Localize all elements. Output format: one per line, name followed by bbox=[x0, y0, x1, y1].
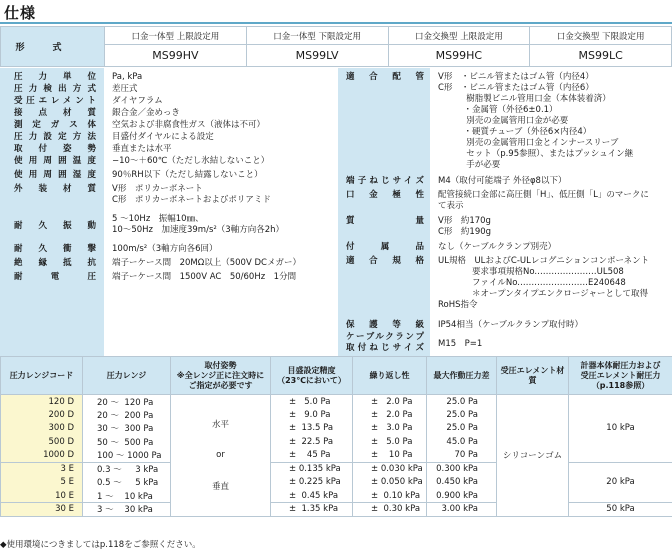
spec-label: 取付姿勢 bbox=[0, 144, 104, 156]
column-header: 繰り返し性 bbox=[353, 357, 427, 395]
piping-line: 手が必要 bbox=[438, 160, 501, 170]
pressure-range: 0.3 ～ 3 kPa bbox=[83, 462, 171, 476]
column-header: 取付姿勢 ※全レンジ正に注文時に ご指定が必要です bbox=[171, 357, 271, 395]
repeatability: ± 5.0 Pa bbox=[353, 435, 427, 449]
repeatability: ± 10 Pa bbox=[353, 449, 427, 463]
setting-accuracy: ± 1.35 kPa bbox=[271, 503, 353, 517]
max-differential: 0.450 kPa bbox=[427, 476, 497, 490]
spec-value: C形 ポリカーボネートおよびポリアミド bbox=[112, 195, 271, 205]
model-cell: MS99HC bbox=[388, 45, 530, 67]
table-row bbox=[1, 462, 672, 476]
mounting-posture: 水平 or 垂直 bbox=[171, 395, 271, 517]
spec-value: 銀合金／金めっき bbox=[112, 108, 180, 118]
max-differential: 0.900 kPa bbox=[427, 489, 497, 503]
spec-label: 測定ガス体 bbox=[0, 120, 104, 132]
spec-label: 使用周囲温度 bbox=[0, 156, 104, 168]
pressure-range: 20 ～ 200 Pa bbox=[83, 408, 171, 422]
range-code: 30 E bbox=[1, 503, 83, 517]
range-code: 1000 D bbox=[1, 449, 83, 463]
standard-line: ファイルNo.……………………E240648 bbox=[438, 278, 626, 288]
spec-row bbox=[0, 72, 672, 174]
spec-label: 圧力設定方法 bbox=[0, 132, 104, 144]
spec-label: 使用周囲湿度 bbox=[0, 170, 104, 182]
table-row bbox=[1, 395, 672, 409]
spec-row bbox=[0, 216, 672, 238]
spec-value: 空気および非腐食性ガス（液体は不可） bbox=[112, 120, 266, 130]
spec-label: 絶縁抵抗 bbox=[0, 258, 104, 270]
spec-value: M4（取付可能端子 外径φ8以下） bbox=[438, 176, 567, 186]
piping-line: 別売の金属管用口金が必要 bbox=[438, 116, 569, 126]
spec-value: ダイヤフラム bbox=[112, 96, 163, 106]
spec-value: 垂直または水平 bbox=[112, 144, 172, 154]
repeatability: ± 0.050 kPa bbox=[353, 476, 427, 490]
max-differential: 0.300 kPa bbox=[427, 462, 497, 476]
model-cell: MS99LV bbox=[246, 45, 388, 67]
spec-row bbox=[0, 242, 672, 254]
spec-value: C形 約190g bbox=[438, 227, 492, 237]
piping-line: ・硬質チューブ（外径6×内径4） bbox=[438, 127, 592, 137]
spec-value: 90％RH以下（ただし結露しないこと） bbox=[112, 170, 263, 180]
page-title: 仕様 bbox=[4, 4, 37, 22]
repeatability: ± 2.0 Pa bbox=[353, 395, 427, 409]
withstand-pressure: 10 kPa bbox=[569, 395, 672, 463]
pressure-range: 50 ～ 500 Pa bbox=[83, 435, 171, 449]
spec-label: 端子ねじサイズ bbox=[338, 176, 430, 188]
title-underline bbox=[0, 22, 672, 24]
column-header: 圧力レンジ bbox=[83, 357, 171, 395]
spec-label: 圧力単位 bbox=[0, 72, 104, 84]
spec-label: 耐久衝撃 bbox=[0, 244, 104, 256]
model-cell: MS99LC bbox=[530, 45, 672, 67]
range-code: 300 D bbox=[1, 422, 83, 436]
spec-value: 100m/s²（3軸方向各6回） bbox=[112, 244, 218, 254]
format-label: 形式 bbox=[1, 27, 105, 67]
piping-line: V形 ・ビニル管またはゴム管（内径4） bbox=[438, 72, 594, 82]
setting-accuracy: ± 5.0 Pa bbox=[271, 395, 353, 409]
standard-line: ＊オープンタイプエンクロージャーとして取得 bbox=[438, 289, 649, 299]
piping-line: 別売の金属管用口金とインナースリーブ bbox=[438, 138, 619, 148]
spec-value: 配管接続口金部に高圧側「H」、低圧側「L」のマークに bbox=[438, 190, 649, 200]
column-header: 圧力レンジコード bbox=[1, 357, 83, 395]
max-differential: 45.0 Pa bbox=[427, 435, 497, 449]
repeatability: ± 2.0 Pa bbox=[353, 408, 427, 422]
setting-accuracy: ± 0.225 kPa bbox=[271, 476, 353, 490]
spec-value: て表示 bbox=[438, 201, 464, 211]
spec-label: 適合配管 bbox=[338, 72, 430, 174]
spec-value: IP54相当（ケーブルクランプ取付時） bbox=[438, 320, 584, 330]
pressure-range: 0.5 ～ 5 kPa bbox=[83, 476, 171, 490]
spec-label: 外装材質 bbox=[0, 184, 104, 208]
spec-label: 圧力検出方式 bbox=[0, 84, 104, 96]
model-cell: MS99HV bbox=[105, 45, 247, 67]
spec-value: Pa, kPa bbox=[112, 72, 143, 82]
piping-line: ・金属管（外径6±0.1） bbox=[438, 105, 558, 115]
column-header: 目盛設定精度 （23℃において） bbox=[271, 357, 353, 395]
piping-line: 樹脂製ビニル管用口金（本体装着済） bbox=[438, 94, 611, 104]
spec-label: 耐久振動 bbox=[0, 214, 104, 238]
repeatability: ± 0.030 kPa bbox=[353, 462, 427, 476]
range-code: 5 E bbox=[1, 476, 83, 490]
spec-value: V形 ポリカーボネート bbox=[112, 184, 203, 194]
pressure-range: 100 ～ 1000 Pa bbox=[83, 449, 171, 463]
range-code: 500 D bbox=[1, 435, 83, 449]
pressure-range: 3 ～ 30 kPa bbox=[83, 503, 171, 517]
column-header: 計器本体耐圧力および 受圧エレメント耐圧力 （p.118参照） bbox=[569, 357, 672, 395]
spec-label: 適合規格 bbox=[338, 256, 430, 316]
spec-row bbox=[0, 190, 672, 212]
setting-accuracy: ± 0.135 kPa bbox=[271, 462, 353, 476]
range-code: 120 D bbox=[1, 395, 83, 409]
type-cell: 口金交換型 下限設定用 bbox=[530, 27, 672, 45]
spec-value: 差圧式 bbox=[112, 84, 138, 94]
max-differential: 25.0 Pa bbox=[427, 395, 497, 409]
repeatability: ± 3.0 Pa bbox=[353, 422, 427, 436]
max-differential: 3.00 kPa bbox=[427, 503, 497, 517]
spec-value: 10～50Hz 加速度39m/s²（3軸方向各2h） bbox=[112, 225, 284, 235]
spec-label: 耐電圧 bbox=[0, 272, 104, 284]
spec-row bbox=[0, 320, 672, 332]
spec-row bbox=[0, 256, 672, 316]
column-header: 受圧エレメント材質 bbox=[497, 357, 569, 395]
type-cell: 口金交換型 上限設定用 bbox=[388, 27, 530, 45]
spec-value: 5 ～10Hz 振幅10㎜、 bbox=[112, 214, 204, 224]
model-header-table bbox=[0, 26, 672, 67]
spec-label: 取付ねじサイズ bbox=[346, 343, 424, 353]
spec-row bbox=[0, 176, 672, 188]
type-cell: 口金一体型 下限設定用 bbox=[246, 27, 388, 45]
pressure-range: 30 ～ 300 Pa bbox=[83, 422, 171, 436]
repeatability: ± 0.30 kPa bbox=[353, 503, 427, 517]
spec-row bbox=[0, 332, 672, 356]
withstand-pressure: 20 kPa bbox=[569, 462, 672, 503]
standard-line: 要求事項規格No.…………………UL508 bbox=[438, 267, 624, 277]
table-row bbox=[1, 503, 672, 517]
piping-line: C形 ・ビニル管またはゴム管（内径6） bbox=[438, 83, 594, 93]
spec-value: −10～＋60℃（ただし氷結しないこと） bbox=[112, 156, 270, 166]
repeatability: ± 0.10 kPa bbox=[353, 489, 427, 503]
standard-line: UL規格 ULおよびC-ULレコグニションコンポーネント bbox=[438, 256, 650, 266]
withstand-pressure: 50 kPa bbox=[569, 503, 672, 517]
pressure-range: 20 ～ 120 Pa bbox=[83, 395, 171, 409]
max-differential: 70 Pa bbox=[427, 449, 497, 463]
spec-value: 端子ーケース間 1500V AC 50/60Hz 1分間 bbox=[112, 272, 297, 282]
spec-value: V形 約170g bbox=[438, 216, 491, 226]
setting-accuracy: ± 45 Pa bbox=[271, 449, 353, 463]
footnote: ◆使用環境につきましてはp.118をご参照ください。 bbox=[0, 540, 201, 550]
max-differential: 25.0 Pa bbox=[427, 408, 497, 422]
spec-value: なし（ケーブルクランプ別売） bbox=[438, 242, 557, 252]
spec-label: ケーブルクランプ bbox=[346, 332, 424, 342]
setting-accuracy: ± 22.5 Pa bbox=[271, 435, 353, 449]
spec-label: 口金極性 bbox=[338, 190, 430, 212]
spec-label: 接点材質 bbox=[0, 108, 104, 120]
spec-value: 端子ーケース間 20MΩ以上（500V DCメガー） bbox=[112, 258, 301, 268]
max-differential: 25.0 Pa bbox=[427, 422, 497, 436]
range-code: 200 D bbox=[1, 408, 83, 422]
spec-label: 受圧エレメント bbox=[0, 96, 104, 108]
spec-label: 付属品 bbox=[338, 242, 430, 254]
element-material: シリコーンゴム bbox=[497, 395, 569, 517]
setting-accuracy: ± 9.0 Pa bbox=[271, 408, 353, 422]
piping-line: セット（p.95参照）、またはプッシュイン継 bbox=[438, 149, 634, 159]
setting-accuracy: ± 0.45 kPa bbox=[271, 489, 353, 503]
setting-accuracy: ± 13.5 Pa bbox=[271, 422, 353, 436]
spec-section bbox=[0, 68, 672, 356]
spec-label: 保護等級 bbox=[338, 320, 430, 332]
range-code: 10 E bbox=[1, 489, 83, 503]
column-header: 最大作動圧力差 bbox=[427, 357, 497, 395]
range-code: 3 E bbox=[1, 462, 83, 476]
type-cell: 口金一体型 上限設定用 bbox=[105, 27, 247, 45]
spec-label: 質量 bbox=[338, 216, 430, 238]
spec-value: M15 P=1 bbox=[438, 339, 483, 349]
standard-line: RoHS指令 bbox=[438, 300, 478, 310]
spec-value: 目盛付ダイヤルによる設定 bbox=[112, 132, 214, 142]
pressure-range-table bbox=[0, 356, 672, 517]
pressure-range: 1 ～ 10 kPa bbox=[83, 489, 171, 503]
